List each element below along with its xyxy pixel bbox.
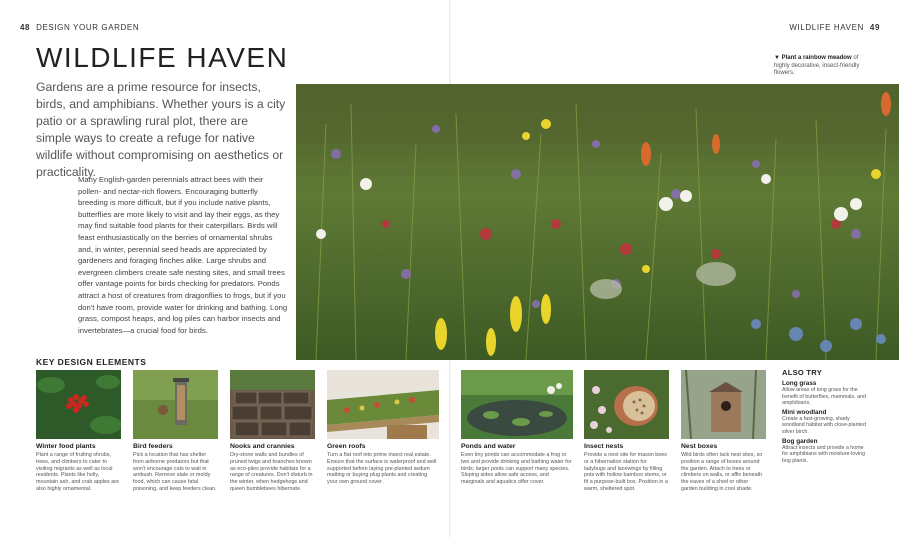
element-bird-feeders: [133, 370, 218, 493]
also-try-heading: ALSO TRY: [782, 368, 823, 377]
insect-nests-photo: [584, 370, 669, 439]
element-description: Even tiny ponds can accommodate a frog or two and provide drinking and bathing water for birds; larger pools can support many species. Sloping sides allow safe access, and marginals and aquatics offer cover.: [461, 452, 572, 486]
also-try-title: Mini woodland: [782, 408, 827, 416]
element-title: Nest boxes: [681, 443, 718, 450]
element-title: Bird feeders: [133, 443, 173, 450]
element-nooks-and-crannies: [230, 370, 315, 493]
also-try-title: Long grass: [782, 380, 817, 387]
element-winter-food-plants: [36, 370, 121, 493]
meadow-photo: [296, 84, 899, 360]
also-try-sidebar: [782, 368, 866, 464]
key-design-elements-heading: KEY DESIGN ELEMENTS: [36, 357, 147, 367]
right-folio: [789, 23, 880, 32]
element-title: Ponds and water: [461, 443, 516, 450]
winter-food-plants-photo: [36, 370, 121, 439]
element-description: Pick a location that has shelter from airborne predators but that won't encourage cats to wait in ambush. Remove stale or moldy food, which can cause fatal poisoning, and keep feeders clean.: [133, 452, 217, 492]
nooks-and-crannies-photo: [230, 370, 315, 439]
also-try-description: Allow areas of long grass for the benefit of butterflies, mammals, and amphibians.: [782, 387, 866, 407]
element-insect-nests: [584, 370, 669, 493]
page-title: WILDLIFE HAVEN: [36, 42, 289, 73]
also-try-description: Attract insects and provide a home for amphibians with moisture-loving bog plants.: [782, 444, 866, 464]
bird-feeders-photo: [133, 370, 218, 439]
ponds-and-water-photo: [461, 370, 573, 439]
caption-lead: Plant a rainbow meadow: [781, 55, 852, 61]
element-title: Winter food plants: [36, 443, 96, 450]
element-nest-boxes: [681, 370, 766, 493]
element-description: Provide a nest site for mason bees or a hibernation station for ladybugs and lacewings by filling pots with hollow bamboo stems, or fit a purpose-built box. Position in a warm, sheltered spot.: [584, 452, 668, 492]
caption-text: of highly decorative, insect-friendly flowers.: [774, 55, 860, 76]
intro-paragraph: Gardens are a prime resource for insects, birds, and amphibians. Whether yours is a city patio or a sprawling rural plot, there are simple ways to create a refuge for native wildlife without compromising on aesthetics or practicality.: [36, 80, 286, 179]
element-description: Turn a flat roof into prime insect real estate. Ensure that the surface is waterproof and well supported before laying pre-planted sedum matting or buying plug plants and creating your own ground cover.: [327, 452, 437, 486]
nest-boxes-photo: [681, 370, 766, 439]
element-description: Dry-stone walls and bundles of pruned twigs and branches known as eco-piles provide habitats for a range of creatures. Don't disturb in the winter, when hedgehogs and queen bumblebees hibernate.: [230, 452, 313, 492]
element-green-roofs: [327, 370, 439, 486]
element-title: Nooks and crannies: [230, 443, 295, 450]
element-title: Insect nests: [584, 443, 624, 450]
left-folio: [20, 23, 139, 32]
left-page-number: 48: [20, 23, 31, 32]
element-description: Plant a range of fruiting shrubs, trees, and climbers to cater to visiting migrants as well as local residents. Plants like holly, mountain ash, and crab apples are also highly ornamental.: [36, 452, 120, 492]
also-try-description: Create a fast-growing, shady woodland habitat with close-planted silver birch.: [782, 415, 866, 435]
hero-caption: [774, 55, 864, 78]
element-ponds-and-water: [461, 370, 573, 486]
caption-arrow-icon: ▼: [774, 55, 780, 61]
left-running-head: DESIGN YOUR GARDEN: [36, 23, 140, 32]
body-paragraph: Many English-garden perennials attract bees with their pollen- and nectar-rich flowers. Encouraging butterfly breeding is more difficult, but if you include native plants, butterflies are more likely to visit and lay their eggs, as they may find suitable food plants for their caterpillars. Birds will feast enthusiastically on the berries of ornamental shrubs and, in winter, perennial seed heads are appreciated by gardeners and foraging finches alike. Large shrubs and evergreen climbers create safe nesting sites, and small trees offer vantage points for birds checking for predators. Ponds attract a host of creatures from dragonflies to frogs, but if you don't have room, provide water for drinking and bathing. Long grass, compost heaps, and log piles can harbor insects and invertebrates—a crucial food for birds.: [78, 175, 288, 335]
element-title: Green roofs: [327, 443, 366, 450]
right-page-number: 49: [869, 23, 880, 32]
element-description: Wild birds often lack nest sites, so position a range of boxes around the garden. Attach to trees or climbers on walls, or affix beneath the eaves of a shed or other garden building in cool shade.: [681, 452, 763, 492]
green-roofs-photo: [327, 370, 439, 439]
right-running-head: WILDLIFE HAVEN: [789, 23, 864, 32]
also-try-title: Bog garden: [782, 437, 818, 445]
